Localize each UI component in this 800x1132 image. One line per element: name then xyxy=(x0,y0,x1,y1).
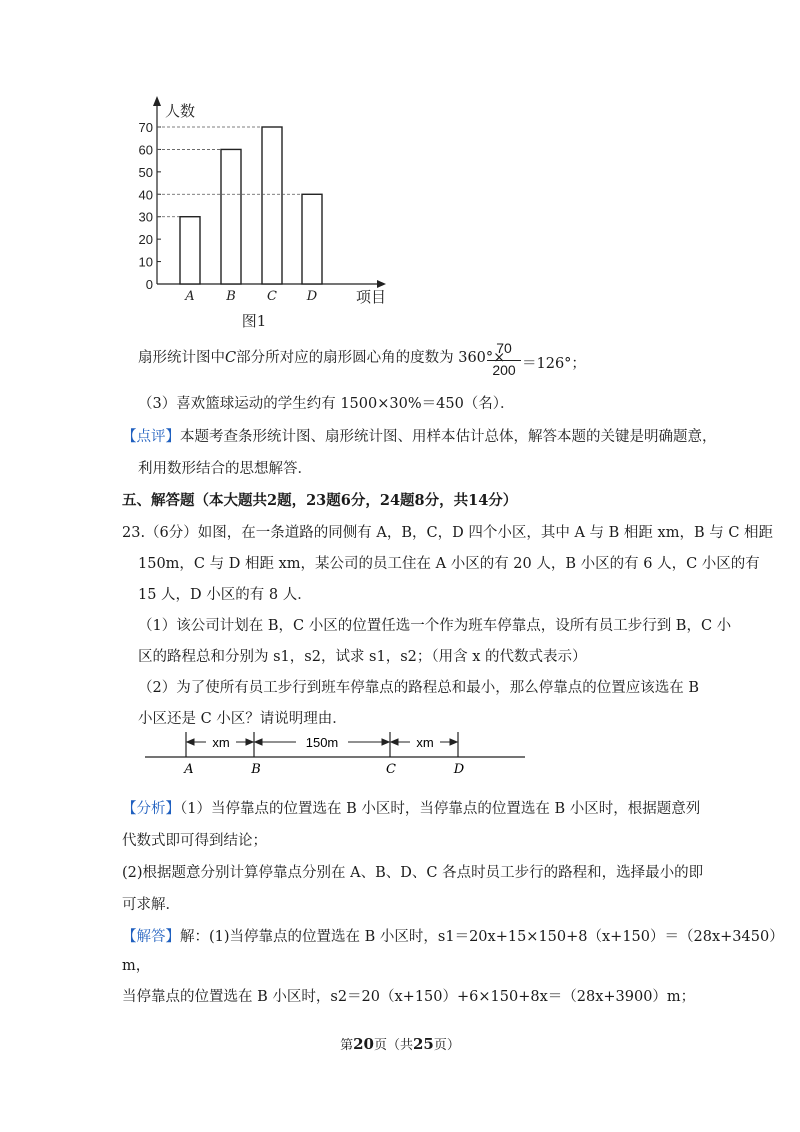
fenxi-text-3: (2)根据题意分别计算停靠点分别在 A、B、D、C 各点时员工步行的路程和，选择最小的即 xyxy=(122,865,704,881)
bar-C xyxy=(262,127,282,284)
jieda-tag: 【解答】 xyxy=(122,929,180,945)
footer-prefix: 第 xyxy=(340,1038,354,1053)
q23-line-5: 区的路程总和分别为 s1，s2，试求 s1，s2；（用含 x 的代数式表示） xyxy=(138,649,587,665)
bar-B xyxy=(221,149,241,284)
fenxi-text-2: 代数式即可得到结论； xyxy=(122,833,267,849)
q23-line-4: （1）该公司计划在 B，C 小区的位置任选一个作为班车停靠点，设所有员工步行到 B，C 小 xyxy=(138,618,732,634)
bar-A xyxy=(180,217,200,284)
footer-page-number: 20 xyxy=(353,1035,374,1053)
y-axis-arrow xyxy=(153,96,161,106)
dianping-text-2: 利用数形结合的思想解答． xyxy=(138,461,312,477)
road-diagram xyxy=(0,725,800,785)
point-c-label: C xyxy=(386,762,396,777)
x-tick-label: D xyxy=(306,289,318,304)
fenxi-tag: 【分析】 xyxy=(122,801,180,817)
fraction-denominator: 200 xyxy=(492,362,516,378)
fraction-numerator: 70 xyxy=(496,340,512,356)
pie-angle-mid: 部分所对应的扇形圆心角的度数为 360°× xyxy=(236,350,506,366)
point-a-label: A xyxy=(184,762,194,777)
fraction-bar xyxy=(487,360,521,361)
x-axis-label: 项目 xyxy=(356,288,387,306)
y-axis-label: 人数 xyxy=(165,102,196,120)
fenxi-text-1: （1）当停靠点的位置选在 B 小区时，当停靠点的位置选在 B 小区时，根据题意列 xyxy=(180,801,701,817)
fenxi-line-1 xyxy=(122,799,700,819)
part3-line: （3）喜欢篮球运动的学生约有 1500×30%＝450（名）． xyxy=(138,396,515,412)
jieda-text-3: 当停靠点的位置选在 B 小区时，s2＝20（x+150）+6×150+8x＝（28x+3900）m； xyxy=(122,989,696,1005)
jieda-text-1: 解：(1)当停靠点的位置选在 B 小区时，s1＝20x+15×150+8（x+150）＝（28x+3450） xyxy=(180,929,784,945)
q23-line-6: （2）为了使所有员工步行到班车停靠点的路程总和最小，那么停靠点的位置应该选在 B xyxy=(138,680,699,696)
footer-suffix: 页） xyxy=(433,1038,460,1053)
page-footer xyxy=(0,1034,800,1053)
x-tick-label: A xyxy=(185,289,195,304)
bar-chart xyxy=(0,0,800,340)
q23-line-3: 15 人，D 小区的有 8 人． xyxy=(138,587,312,603)
q23-line-2: 150m，C 与 D 相距 xm，某公司的员工住在 A 小区的有 20 人，B 小区的有 6 人，C 小区的有 xyxy=(138,556,760,572)
seg-cd-label: xm xyxy=(416,735,434,750)
pie-angle-prefix: 扇形统计图中 xyxy=(138,350,225,366)
x-tick-label: B xyxy=(226,289,236,304)
dianping-text-1: 本题考查条形统计图、扇形统计图、用样本估计总体，解答本题的关键是明确题意， xyxy=(180,429,717,445)
dianping-tag: 【点评】 xyxy=(122,429,180,445)
x-axis-arrow xyxy=(377,280,386,288)
section-5-heading: 五、解答题（本大题共2题，23题6分，24题8分，共14分） xyxy=(122,492,518,509)
y-tick-label: 0 xyxy=(145,277,153,292)
q23-line-7: 小区还是 C 小区？请说明理由． xyxy=(138,711,347,727)
jieda-text-2: m， xyxy=(122,958,151,974)
dianping-line xyxy=(122,427,717,447)
point-d-label: D xyxy=(453,762,465,777)
footer-mid: 页（共 xyxy=(373,1038,413,1053)
pie-angle-suffix: ＝126°； xyxy=(522,356,586,372)
chart-caption: 图1 xyxy=(241,312,267,330)
seg-bc-label: 150m xyxy=(305,735,339,750)
seg-ab-label: xm xyxy=(212,735,230,750)
y-tick-label: 50 xyxy=(138,164,153,180)
pie-angle-letter: C xyxy=(225,350,237,366)
y-tick-label: 20 xyxy=(138,232,153,248)
q23-line-1: 23.（6分）如图，在一条道路的同侧有 A，B，C，D 四个小区，其中 A 与 B 相距 xm，B 与 C 相距 xyxy=(122,525,774,541)
y-tick-label: 70 xyxy=(138,120,153,135)
y-tick-label: 10 xyxy=(138,254,153,270)
x-tick-label: C xyxy=(267,289,277,304)
footer-total-pages: 25 xyxy=(413,1035,434,1053)
bar-D xyxy=(302,194,322,284)
jieda-line-1 xyxy=(122,927,784,947)
y-tick-label: 60 xyxy=(138,142,153,158)
pie-angle-line xyxy=(138,348,505,368)
y-tick-label: 40 xyxy=(138,187,153,203)
fenxi-text-4: 可求解． xyxy=(122,897,180,913)
y-tick-label: 30 xyxy=(138,209,153,225)
point-b-label: B xyxy=(251,762,261,777)
